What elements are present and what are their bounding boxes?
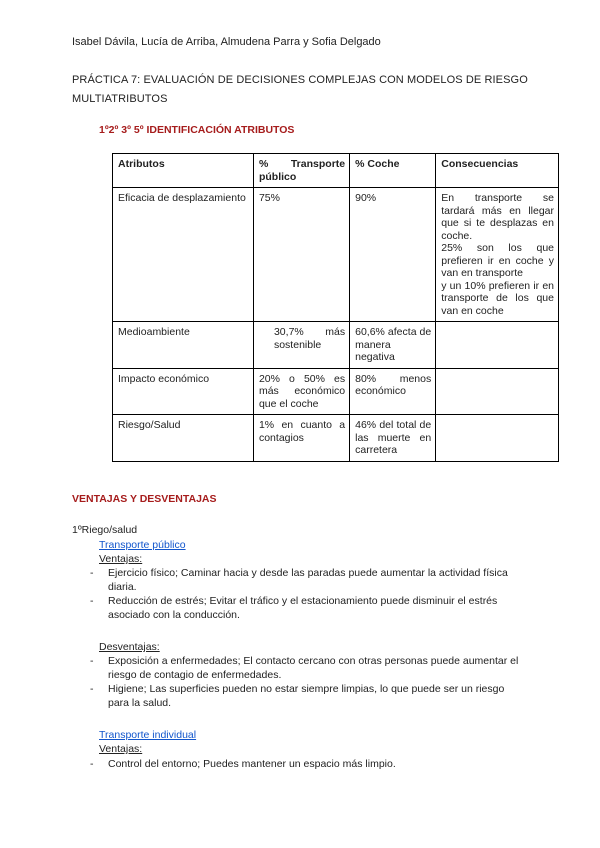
desventajas-label: Desventajas:: [99, 641, 160, 653]
riesgo-heading: 1ºRiego/salud: [72, 524, 138, 536]
list-item: - Ejercicio físico; Caminar hacia y desde las paradas puede aumentar la actividad física diaria.: [90, 566, 520, 594]
attributes-table: [112, 153, 559, 462]
cell-transporte: 20% o 50% es más económico que el coche: [253, 368, 349, 415]
table-row: [113, 188, 559, 322]
list-item: - Exposición a enfermedades; El contacto cercano con otras personas puede aumentar el riesgo de contagio de enfermedades.: [90, 654, 520, 682]
header-atributos: Atributos: [113, 154, 254, 188]
header-coche: % Coche: [350, 154, 436, 188]
cell-transporte: 30,7% más sostenible: [253, 322, 349, 369]
cell-attr: Impacto económico: [113, 368, 254, 415]
consecuencia-line: 25% son los que prefieren ir en coche y van en transporte: [441, 242, 554, 279]
table-header-row: [113, 154, 559, 188]
link-transporte-publico[interactable]: Transporte público: [99, 539, 186, 551]
cell-coche: 80% menos económico: [350, 368, 436, 415]
cell-coche: 60,6% afecta de manera negativa: [350, 322, 436, 369]
header-transporte: % Transporte público: [253, 154, 349, 188]
link-transporte-individual[interactable]: Transporte individual: [99, 729, 197, 741]
desventajas-list-publico: [90, 654, 520, 710]
authors-line: Isabel Dávila, Lucía de Arriba, Almudena Parra y Sofia Delgado: [72, 36, 381, 48]
consecuencia-line: En transporte se tardará más en llegar que si te desplazas en coche.: [441, 192, 554, 242]
list-item: - Higiene; Las superficies pueden no estar siempre limpias, lo que puede ser un riesgo para la salud.: [90, 682, 520, 710]
cell-coche: 46% del total de las muerte en carretera: [350, 415, 436, 462]
cell-coche: 90%: [350, 188, 436, 322]
section-heading-atributos: 1º2º 3º 5º IDENTIFICACIÓN ATRIBUTOS: [99, 124, 295, 136]
section-heading-ventajas: VENTAJAS Y DESVENTAJAS: [72, 493, 217, 505]
cell-attr: Medioambiente: [113, 322, 254, 369]
ventajas-label: Ventajas:: [99, 743, 143, 755]
cell-attr: Eficacia de desplazamiento: [113, 188, 254, 322]
cell-consecuencias: [436, 188, 559, 322]
cell-consecuencias: [436, 368, 559, 415]
table-row: [113, 415, 559, 462]
table-row: [113, 368, 559, 415]
cell-transporte: 1% en cuanto a contagios: [253, 415, 349, 462]
cell-transporte: 75%: [253, 188, 349, 322]
list-item: - Control del entorno; Puedes mantener un espacio más limpio.: [90, 757, 520, 771]
ventajas-list-publico: [90, 566, 520, 622]
table-row: [113, 322, 559, 369]
consecuencia-line: y un 10% prefieren ir en transporte de los que van en coche: [441, 279, 554, 317]
cell-consecuencias: [436, 322, 559, 369]
cell-consecuencias: [436, 415, 559, 462]
practice-title: PRÁCTICA 7: EVALUACIÓN DE DECISIONES COMPLEJAS CON MODELOS DE RIESGO MULTIATRIBUTOS: [72, 74, 528, 105]
ventajas-label: Ventajas:: [99, 553, 143, 565]
list-item: - Reducción de estrés; Evitar el tráfico y el estacionamiento puede disminuir el estrés asociado con la conducción.: [90, 594, 520, 622]
ventajas-list-individual: [90, 757, 520, 771]
cell-attr: Riesgo/Salud: [113, 415, 254, 462]
header-consecuencias: Consecuencias: [436, 154, 559, 188]
